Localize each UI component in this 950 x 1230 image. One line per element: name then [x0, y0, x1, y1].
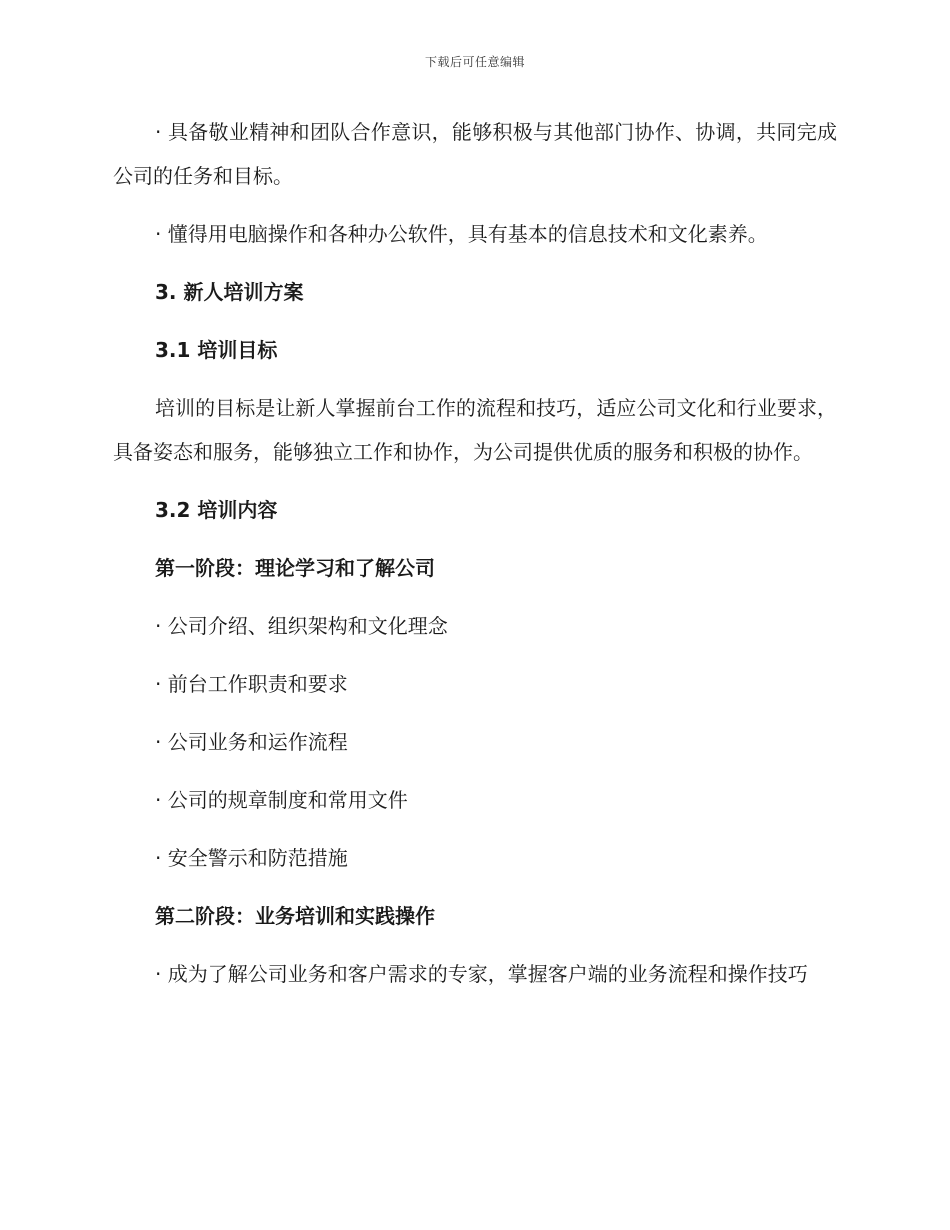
list-item: · 公司介绍、组织架构和文化理念	[155, 614, 448, 638]
bullet-paragraph-business-expert: · 成为了解公司业务和客户需求的专家，掌握客户端的业务流程和操作技巧	[155, 962, 808, 986]
list-item: · 公司的规章制度和常用文件	[155, 788, 408, 812]
section-heading-training-plan: 3. 新人培训方案	[155, 280, 304, 304]
bullet-paragraph-computer-skills: · 懂得用电脑操作和各种办公软件，具有基本的信息技术和文化素养。	[155, 222, 768, 246]
stage-one-heading: 第一阶段：理论学习和了解公司	[155, 556, 435, 580]
stage-two-heading: 第二阶段：业务培训和实践操作	[155, 904, 435, 928]
paragraph-training-goal: 培训的目标是让新人掌握前台工作的流程和技巧，适应公司文化和行业要求，具备姿态和服务，能够独立工作和协作，为公司提供优质的服务和积极的协作。	[113, 396, 837, 464]
document-body	[113, 110, 837, 1010]
list-item: · 公司业务和运作流程	[155, 730, 348, 754]
list-item: · 前台工作职责和要求	[155, 672, 348, 696]
bullet-paragraph-teamwork: · 具备敬业精神和团队合作意识，能够积极与其他部门协作、协调，共同完成公司的任务和目标。	[113, 120, 837, 188]
page-header-note: 下载后可任意编辑	[424, 55, 525, 69]
list-item: · 安全警示和防范措施	[155, 846, 348, 870]
subsection-heading-training-goal: 3.1 培训目标	[155, 338, 278, 362]
subsection-heading-training-content: 3.2 培训内容	[155, 498, 278, 522]
